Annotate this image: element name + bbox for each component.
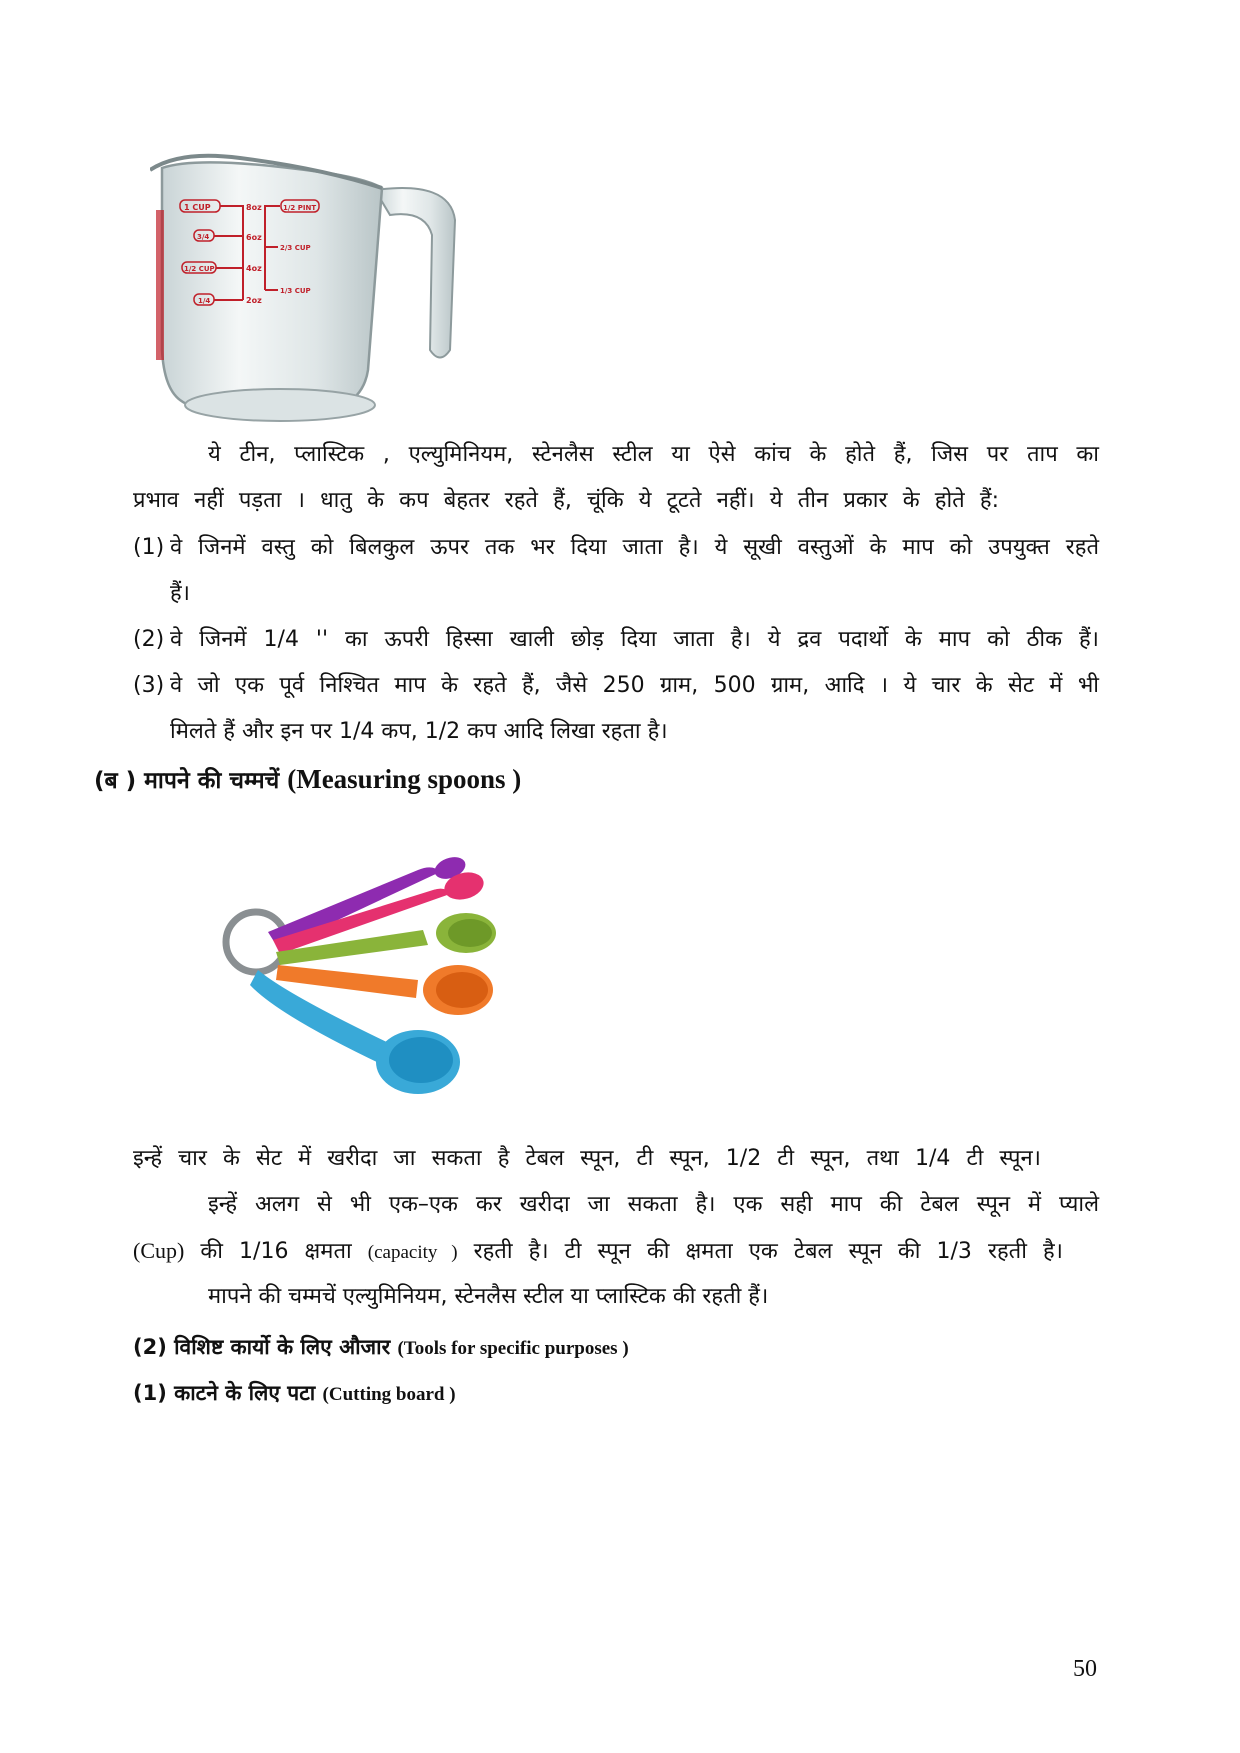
page-number: 50 [1073, 1656, 1097, 1682]
measuring-spoons-image [218, 820, 518, 1120]
heading-english: (Measuring spoons ) [287, 764, 522, 794]
cup-label-half-pint: 1/2 PINT [283, 204, 317, 212]
cup-paragraph-line-1: ये टीन, प्लास्टिक , एल्युमिनियम, स्टेनलैस स्टील या ऐसे कांच के होते हैं, जिस पर ताप का [208, 442, 1099, 467]
list-number-2: (2) [133, 627, 165, 652]
list-item-3-line-1: वे जो एक पूर्व निश्चित माप के रहते हैं, जैसे 250 ग्राम, 500 ग्राम, आदि । ये चार के सेट में भी [170, 673, 1099, 698]
cup-label-2oz: 2oz [246, 296, 262, 305]
measuring-cup-image [150, 150, 470, 430]
cup-label-1-cup: 1 CUP [184, 203, 211, 212]
spoon-paragraph-line-2: इन्हें अलग से भी एक–एक कर खरीदा जा सकता है। एक सही माप की टेबल स्पून में प्याले [208, 1192, 1099, 1217]
cup-label-quarter: 1/4 [198, 297, 211, 305]
spoon-paragraph-line-3 [133, 1236, 1063, 1268]
section-heading-measuring-spoons [94, 763, 521, 795]
cup-paragraph-line-2: प्रभाव नहीं पड़ता । धातु के कप बेहतर रहते हैं, चूंकि ये टूटते नहीं। ये तीन प्रकार के होते हैं: [133, 488, 999, 513]
section-heading-cutting-board [133, 1379, 456, 1407]
heading-2-hindi: (2) विशिष्ट कार्यो के लिए औजार [133, 1335, 398, 1359]
heading-1-hindi: (1) काटने के लिए पटा [133, 1381, 323, 1405]
spoon-paragraph-line-1: इन्हें चार के सेट में खरीदा जा सकता है टेबल स्पून, टी स्पून, 1/2 टी स्पून, तथा 1/4 टी स्पून। [133, 1146, 1041, 1171]
capacity-english-term: (capacity ) [367, 1242, 458, 1263]
list-item-1-line-1: वे जिनमें वस्तु को बिलकुल ऊपर तक भर दिया जाता है। ये सूखी वस्तुओं के माप को उपयुक्त रहते [170, 535, 1099, 560]
list-number-3: (3) [133, 673, 165, 698]
cup-english-term: (Cup) [133, 1238, 185, 1263]
cup-label-4oz: 4oz [246, 264, 262, 273]
list-item-2-line-1: वे जिनमें 1/4 '' का ऊपरी हिस्सा खाली छोड़ दिया जाता है। ये द्रव पदार्थो के माप को ठीक हैं। [170, 627, 1099, 652]
cup-label-three-quarter: 3/4 [197, 233, 210, 241]
spoon-paragraph-line-3-text-a: की 1/16 क्षमता [184, 1239, 368, 1264]
cup-label-two-third-cup: 2/3 CUP [280, 244, 311, 252]
cup-label-8oz: 8oz [246, 203, 262, 212]
heading-2-english: (Tools for specific purposes ) [397, 1338, 629, 1359]
list-item-1-line-2: हैं। [170, 581, 191, 606]
spoon-paragraph-line-3-text-b: रहती है। टी स्पून की क्षमता एक टेबल स्पून की 1/3 रहती है। [457, 1239, 1063, 1264]
spoon-paragraph-line-4: मापने की चम्मचें एल्युमिनियम, स्टेनलैस स्टील या प्लास्टिक की रहती हैं। [208, 1284, 769, 1309]
section-heading-specific-tools [133, 1333, 629, 1361]
cup-label-one-third-cup: 1/3 CUP [280, 287, 311, 295]
cup-label-half-cup: 1/2 CUP [184, 265, 215, 273]
heading-1-english: (Cutting board ) [322, 1384, 456, 1405]
cup-label-6oz: 6oz [246, 233, 262, 242]
list-number-1: (1) [133, 535, 165, 560]
list-item-3-line-2: मिलते हैं और इन पर 1/4 कप, 1/2 कप आदि लिखा रहता है। [170, 719, 668, 744]
heading-hindi: (ब ) मापने की चम्मचें [94, 768, 280, 794]
